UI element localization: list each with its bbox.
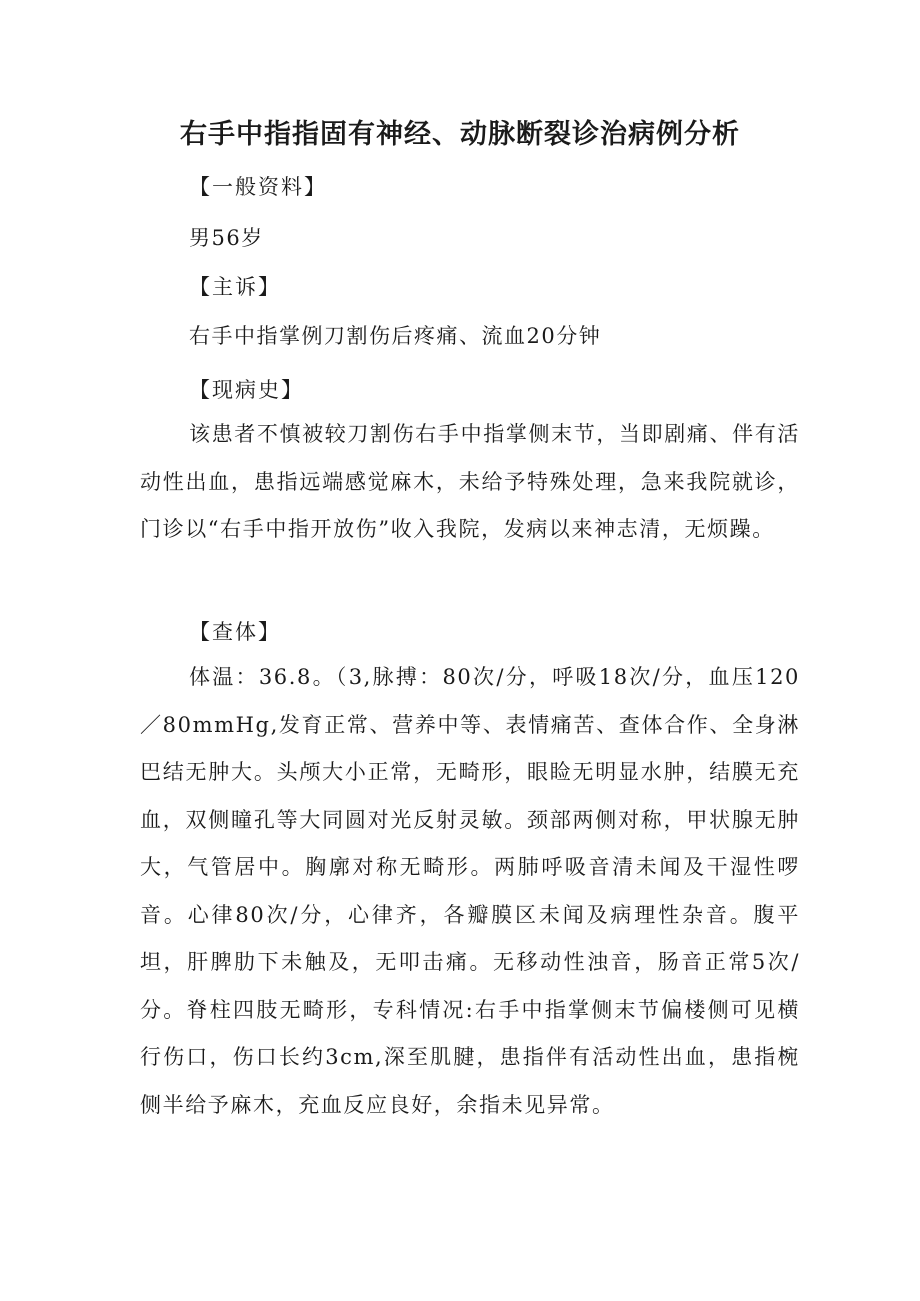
exam-text: 体温：36.8。（3,脉搏：80次/分，呼吸18次/分，血压120／80mmHg,发育正常、营养中等、表情痛苦、查体合作、全身淋巴结无肿大。头颅大小正常，无畸形，眼睑无明显水肿，结膜无充血，双侧瞳孔等大同圆对光反射灵敏。颈部两侧对称，甲状腺无肿大，气管居中。胸廓对称无畸形。两肺呼吸音清未闻及干湿性啰音。心律80次/分，心律齐，各瓣膜区未闻及病理性杂音。腹平坦，肝脾肋下未触及，无叩击痛。无移动性浊音，肠音正常5次/分。脊柱四肢无畸形，专科情况:右手中指掌侧末节偏楼侧可见横行伤口，伤口长约3cm,深至肌腱，患指伴有活动性出血，患指椀侧半给予麻木，充血反应良好，余指未见异常。 xyxy=(140,665,800,1117)
section-heading-history: 【现病史】 xyxy=(189,378,304,402)
section-heading-exam: 【查体】 xyxy=(189,620,281,644)
history-text: 该患者不慎被较刀割伤右手中指掌侧末节，当即剧痛、伴有活动性出血，患指远端感觉麻木，未给予特殊处理，急来我院就诊，门诊以“右手中指开放伤”收入我院，发病以来神志清，无烦躁。 xyxy=(140,422,800,541)
document-title: 右手中指指固有神经、动脉断裂诊治病例分析 xyxy=(180,119,740,150)
general-info-text: 男56岁 xyxy=(189,226,264,250)
section-heading-general: 【一般资料】 xyxy=(189,175,327,199)
section-heading-complaint: 【主诉】 xyxy=(189,275,281,299)
complaint-text: 右手中指掌例刀割伤后疼痛、流血20分钟 xyxy=(189,324,602,348)
